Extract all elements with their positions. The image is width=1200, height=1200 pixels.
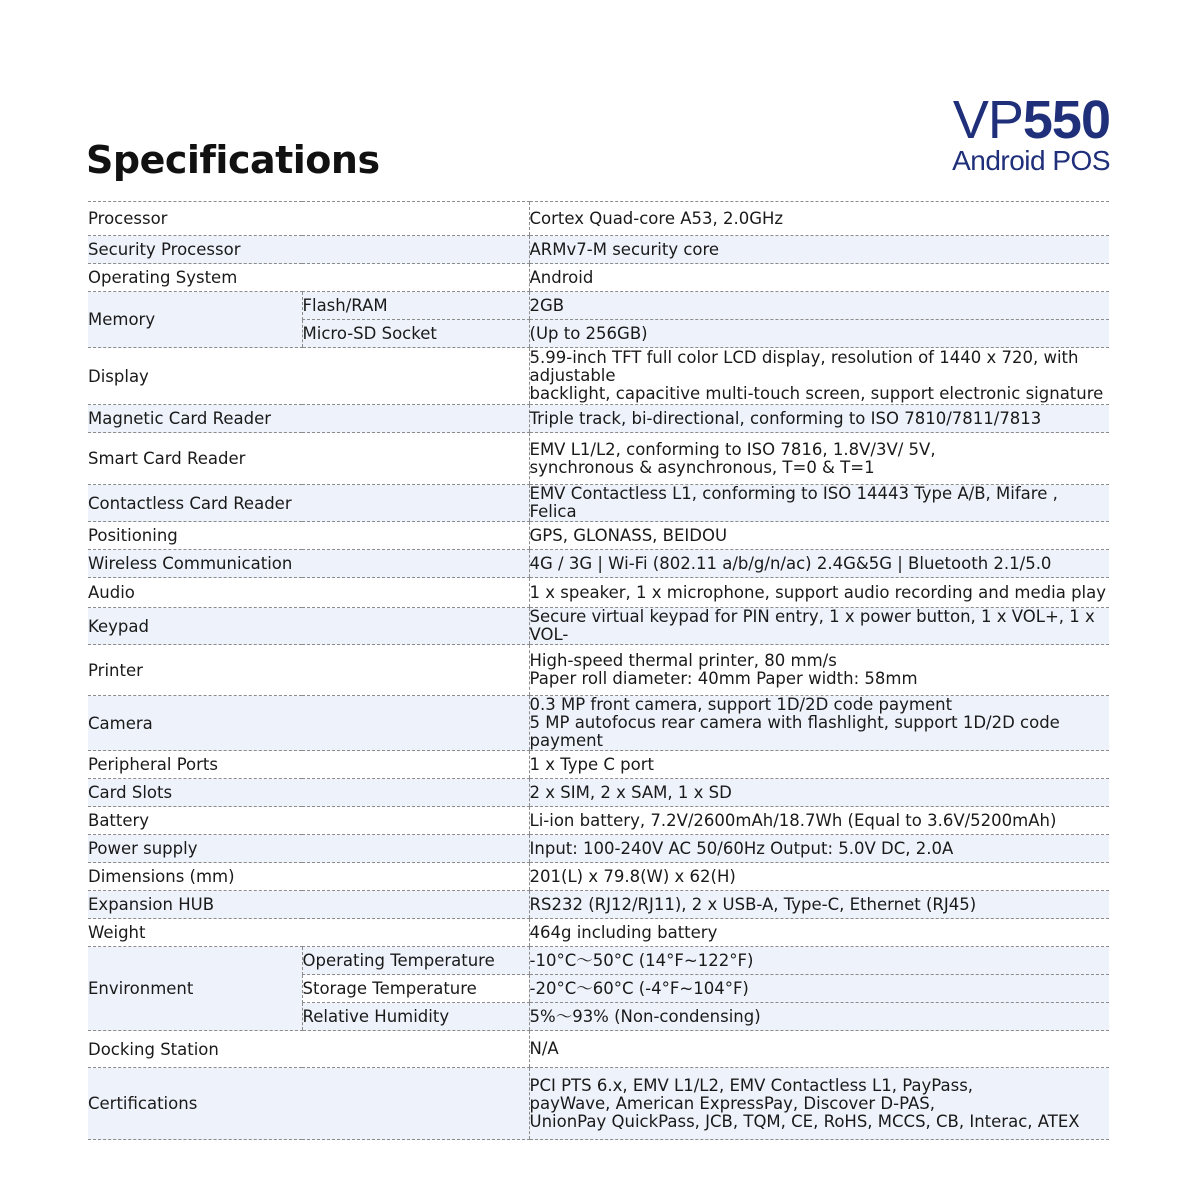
spec-label: Operating System xyxy=(88,264,529,292)
spec-label: Positioning xyxy=(88,522,529,550)
spec-value-line: backlight, capacitive multi-touch screen, support electronic signature xyxy=(529,384,1104,403)
spec-label: Memory xyxy=(88,292,302,348)
spec-row-certifications xyxy=(88,1068,1109,1140)
spec-sublabel: Flash/RAM xyxy=(302,292,529,320)
spec-value: (Up to 256GB) xyxy=(529,320,1109,348)
model-prefix: VP xyxy=(952,90,1023,150)
spec-label: Power supply xyxy=(88,835,529,863)
spec-value-line: 0.3 MP front camera, support 1D/2D code payment xyxy=(529,695,953,714)
spec-value: RS232 (RJ12/RJ11), 2 x USB-A, Type-C, Ethernet (RJ45) xyxy=(529,891,1109,919)
spec-value xyxy=(529,348,1109,405)
spec-value-line: 5.99-inch TFT full color LCD display, resolution of 1440 x 720, with adjustable xyxy=(529,348,1079,385)
spec-row-power xyxy=(88,835,1109,863)
spec-value: Secure virtual keypad for PIN entry, 1 x power button, 1 x VOL+, 1 x VOL- xyxy=(529,608,1109,645)
spec-value-line: synchronous & asynchronous, T=0 & T=1 xyxy=(529,457,875,477)
spec-row-processor xyxy=(88,202,1109,236)
spec-value: -10°C～50°C (14°F~122°F) xyxy=(529,947,1109,975)
spec-value: ARMv7-M security core xyxy=(529,236,1109,264)
spec-row-env-operating xyxy=(88,947,1109,975)
spec-value: N/A xyxy=(529,1031,1109,1068)
spec-label: Weight xyxy=(88,919,529,947)
spec-label: Camera xyxy=(88,696,529,751)
spec-label: Keypad xyxy=(88,608,529,645)
spec-row-contactless xyxy=(88,485,1109,522)
spec-row-memory-flash xyxy=(88,292,1109,320)
spec-label: Magnetic Card Reader xyxy=(88,405,529,433)
spec-sublabel: Relative Humidity xyxy=(302,1003,529,1031)
spec-row-wireless xyxy=(88,550,1109,578)
spec-value-line: PCI PTS 6.x, EMV L1/L2, EMV Contactless L1, PayPass, xyxy=(529,1075,974,1095)
spec-value xyxy=(529,433,1109,485)
spec-value: 464g including battery xyxy=(529,919,1109,947)
spec-value: 1 x speaker, 1 x microphone, support audio recording and media play xyxy=(529,578,1109,608)
spec-label: Audio xyxy=(88,578,529,608)
spec-label: Docking Station xyxy=(88,1031,529,1068)
spec-table xyxy=(88,201,1109,1140)
spec-value-line: High-speed thermal printer, 80 mm/s xyxy=(529,651,837,670)
spec-value-line: 5 MP autofocus rear camera with flashlight, support 1D/2D code payment xyxy=(529,713,1060,750)
model-number: 550 xyxy=(1022,90,1110,150)
spec-sublabel: Operating Temperature xyxy=(302,947,529,975)
spec-row-slots xyxy=(88,779,1109,807)
spec-row-msr xyxy=(88,405,1109,433)
spec-label: Environment xyxy=(88,947,302,1031)
spec-value: Input: 100-240V AC 50/60Hz Output: 5.0V DC, 2.0A xyxy=(529,835,1109,863)
spec-row-battery xyxy=(88,807,1109,835)
spec-row-ports xyxy=(88,751,1109,779)
spec-label: Battery xyxy=(88,807,529,835)
spec-value-line: Paper roll diameter: 40mm Paper width: 58mm xyxy=(529,669,918,688)
spec-value: 2 x SIM, 2 x SAM, 1 x SD xyxy=(529,779,1109,807)
spec-value: Cortex Quad-core A53, 2.0GHz xyxy=(529,202,1109,236)
spec-row-security-processor xyxy=(88,236,1109,264)
spec-row-smart xyxy=(88,433,1109,485)
spec-value: 2GB xyxy=(529,292,1109,320)
spec-label: Contactless Card Reader xyxy=(88,485,529,522)
spec-row-printer xyxy=(88,645,1109,696)
model-name xyxy=(952,92,1110,148)
spec-value xyxy=(529,1068,1109,1140)
spec-row-positioning xyxy=(88,522,1109,550)
spec-value xyxy=(529,645,1109,696)
spec-label: Certifications xyxy=(88,1068,529,1140)
spec-value: 4G / 3G | Wi-Fi (802.11 a/b/g/n/ac) 2.4G&5G | Bluetooth 2.1/5.0 xyxy=(529,550,1109,578)
spec-value xyxy=(529,696,1109,751)
spec-label: Display xyxy=(88,348,529,405)
brand-block xyxy=(952,92,1110,176)
spec-label: Card Slots xyxy=(88,779,529,807)
spec-value: Android xyxy=(529,264,1109,292)
spec-row-camera xyxy=(88,696,1109,751)
spec-value-line: EMV L1/L2, conforming to ISO 7816, 1.8V/3V/ 5V, xyxy=(529,439,936,459)
spec-value-line: UnionPay QuickPass, JCB, TQM, CE, RoHS, MCCS, CB, Interac, ATEX xyxy=(529,1111,1080,1131)
spec-label: Dimensions (mm) xyxy=(88,863,529,891)
spec-sublabel: Micro-SD Socket xyxy=(302,320,529,348)
spec-row-audio xyxy=(88,578,1109,608)
spec-label: Peripheral Ports xyxy=(88,751,529,779)
spec-row-docking xyxy=(88,1031,1109,1068)
spec-row-dimensions xyxy=(88,863,1109,891)
spec-row-os xyxy=(88,264,1109,292)
spec-label: Processor xyxy=(88,202,529,236)
spec-value: 201(L) x 79.8(W) x 62(H) xyxy=(529,863,1109,891)
spec-value: Li-ion battery, 7.2V/2600mAh/18.7Wh (Equal to 3.6V/5200mAh) xyxy=(529,807,1109,835)
spec-value: EMV Contactless L1, conforming to ISO 14443 Type A/B, Mifare , Felica xyxy=(529,485,1109,522)
spec-value: 5%～93% (Non-condensing) xyxy=(529,1003,1109,1031)
spec-label: Wireless Communication xyxy=(88,550,529,578)
spec-value-line: payWave, American ExpressPay, Discover D-PAS, xyxy=(529,1093,935,1113)
spec-row-weight xyxy=(88,919,1109,947)
model-subtitle: Android POS xyxy=(952,145,1110,176)
spec-label: Smart Card Reader xyxy=(88,433,529,485)
spec-value: 1 x Type C port xyxy=(529,751,1109,779)
page-title: Specifications xyxy=(86,138,380,182)
spec-value: -20°C～60°C (-4°F~104°F) xyxy=(529,975,1109,1003)
spec-label: Expansion HUB xyxy=(88,891,529,919)
spec-row-display xyxy=(88,348,1109,405)
spec-label: Security Processor xyxy=(88,236,529,264)
spec-row-keypad xyxy=(88,608,1109,645)
spec-value: Triple track, bi-directional, conforming to ISO 7810/7811/7813 xyxy=(529,405,1109,433)
spec-value: GPS, GLONASS, BEIDOU xyxy=(529,522,1109,550)
spec-row-hub xyxy=(88,891,1109,919)
spec-sublabel: Storage Temperature xyxy=(302,975,529,1003)
spec-label: Printer xyxy=(88,645,529,696)
